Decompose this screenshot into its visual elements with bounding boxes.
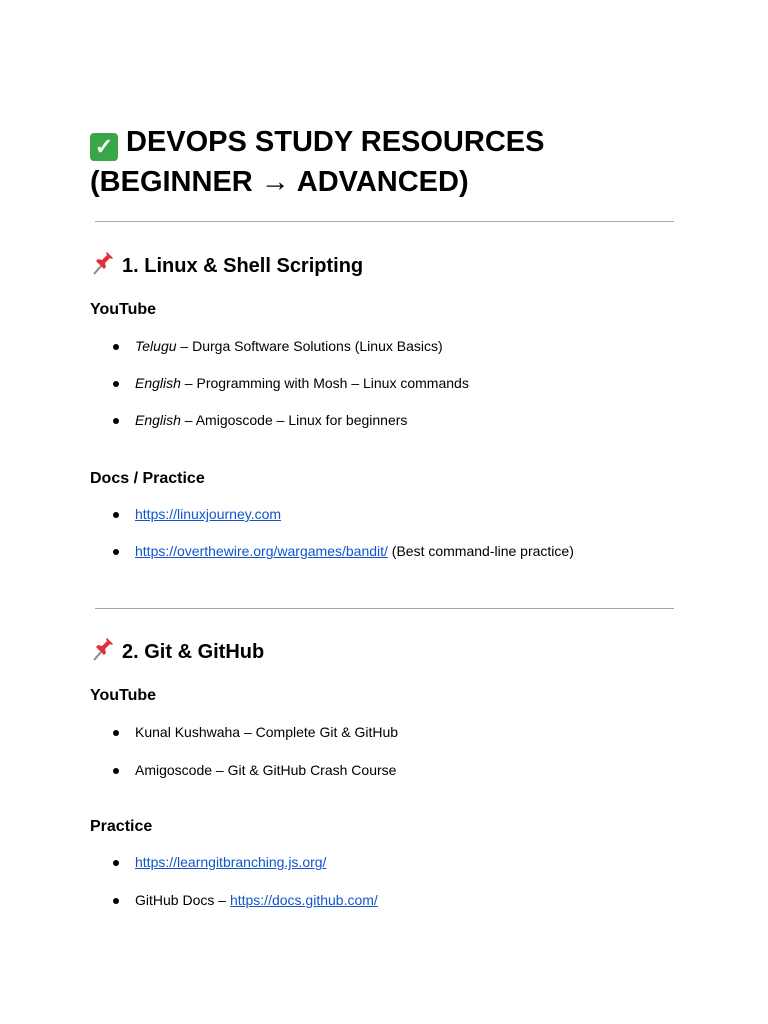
bullet-icon — [113, 344, 119, 350]
bullet-icon — [113, 381, 119, 387]
pushpin-icon — [90, 252, 116, 276]
section-heading-git — [90, 638, 264, 666]
page-title-text: DEVOPS STUDY RESOURCES (BEGINNER → ADVANCED) — [90, 126, 545, 198]
divider — [95, 608, 674, 609]
section-heading-linux — [90, 252, 363, 280]
resource-text: Amigoscode – Git & GitHub Crash Course — [135, 762, 397, 778]
youtube-subheading: YouTube — [90, 687, 157, 704]
check-mark-icon: ✓ — [90, 133, 118, 161]
bullet-icon — [113, 512, 119, 518]
learngitbranching-link[interactable]: https://learngitbranching.js.org/ — [135, 854, 327, 870]
youtube-subheading: YouTube — [90, 301, 157, 318]
bullet-icon — [113, 768, 119, 774]
github-docs-link[interactable]: https://docs.github.com/ — [229, 892, 378, 908]
resource-text: – Programming with Mosh – Linux commands — [180, 375, 469, 391]
resource-text: – Amigoscode – Linux for beginners — [180, 412, 408, 428]
resource-text: Kunal Kushwaha – Complete Git & GitHub — [135, 724, 399, 740]
language-label: Telugu — [135, 338, 177, 354]
language-label: English — [135, 375, 181, 391]
bullet-icon — [113, 418, 119, 424]
overthewire-bandit-link[interactable]: https://overthewire.org/wargames/bandit/ — [135, 543, 388, 559]
resource-note: (Best command-line practice) — [387, 543, 574, 559]
divider — [95, 221, 674, 222]
docs-practice-subheading: Docs / Practice — [90, 470, 205, 487]
pushpin-icon — [90, 638, 116, 662]
page-title — [90, 122, 690, 202]
bullet-icon — [113, 898, 119, 904]
bullet-icon — [113, 549, 119, 555]
bullet-icon — [113, 860, 119, 866]
bullet-icon — [113, 730, 119, 736]
practice-subheading: Practice — [90, 818, 153, 835]
section-heading-text: 2. Git & GitHub — [122, 641, 265, 663]
linuxjourney-link[interactable]: https://linuxjourney.com — [135, 506, 282, 522]
resource-text: – Durga Software Solutions (Linux Basics) — [176, 338, 443, 354]
language-label: English — [135, 412, 181, 428]
section-heading-text: 1. Linux & Shell Scripting — [122, 255, 364, 277]
resource-prefix: GitHub Docs – — [135, 892, 230, 908]
